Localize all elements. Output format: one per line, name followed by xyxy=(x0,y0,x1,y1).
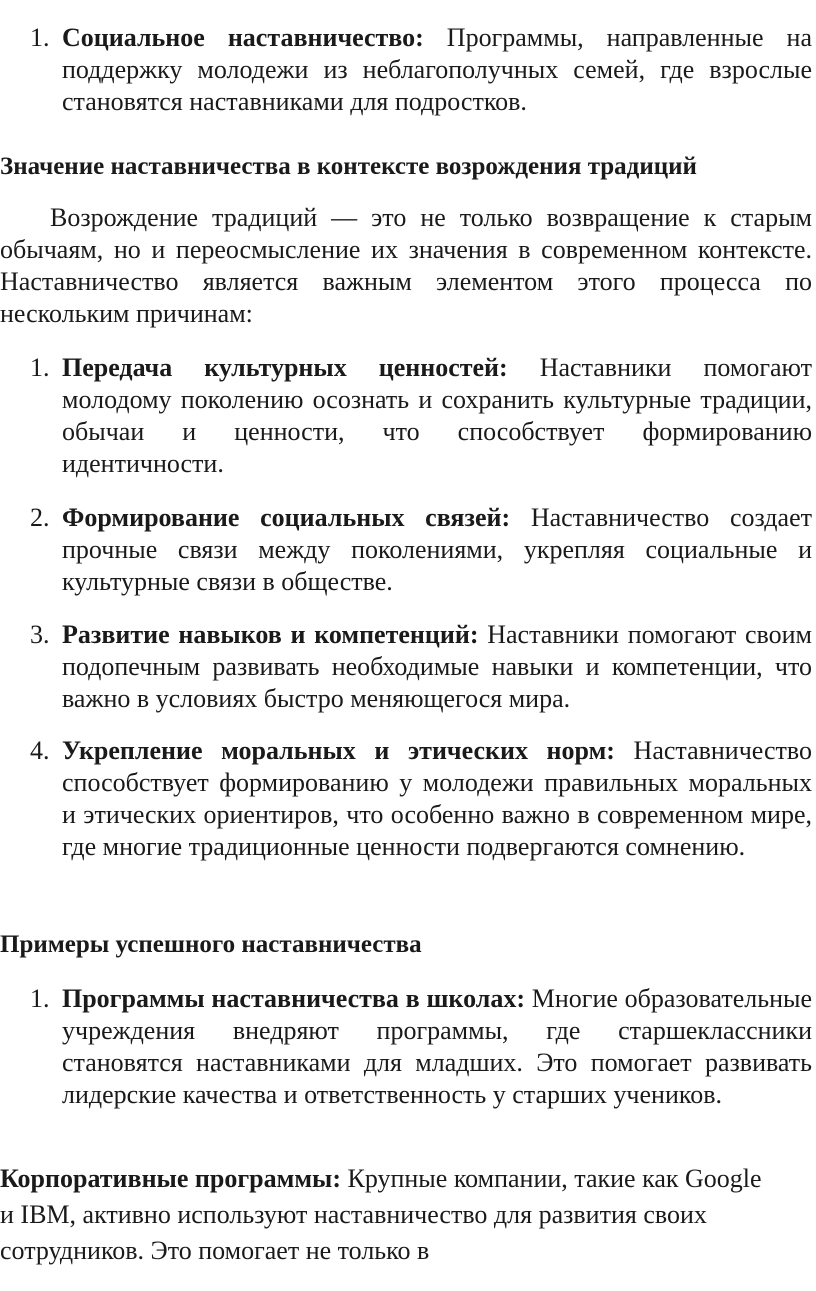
list-text: Программы, направленные на поддержку молодежи из неблагополучных семей, где взрослые становятся наставниками для подростков. xyxy=(62,23,812,116)
list-term: Развитие навыков и компетенций: xyxy=(62,620,479,649)
intro-list xyxy=(0,22,816,118)
list-text: Наставники помогают молодому поколению осознать и сохранить культурные традиции, обычаи и ценности, что способствует формированию идентичности. xyxy=(62,353,812,478)
list-term: Формирование социальных связей: xyxy=(62,503,511,532)
list-number: 4. xyxy=(30,736,50,765)
section-paragraph: Возрождение традиций — это не только возвращение к старым обычаям, но и переосмысление их значения в современном контексте. Наставничество является важным элементом этого процесса по нескольким причинам: xyxy=(0,203,812,328)
list-item xyxy=(0,352,816,480)
list-text: Многие образовательные учреждения внедряют программы, где старшеклассники становятся наставниками для младших. Это помогает развивать лидерские качества и ответственность у старших учеников. xyxy=(62,984,813,1109)
list-text: Наставничество создает прочные связи между поколениями, укрепляя социальные и культурные связи в обществе. xyxy=(62,503,812,596)
list-item xyxy=(0,22,816,118)
list-item xyxy=(0,619,816,715)
list-item xyxy=(0,983,816,1111)
list-number: 2. xyxy=(30,503,50,532)
list-number: 3. xyxy=(30,620,50,649)
corporate-term: Корпоративные программы: xyxy=(0,1164,341,1193)
section-heading: Примеры успешного наставничества xyxy=(0,931,422,958)
list-term: Укрепление моральных и этических норм: xyxy=(62,736,615,765)
list-text: Наставничество способствует формированию у молодежи правильных моральных и этических ориентиров, что особенно важно в современном мире, где многие традиционные ценности подвергаются сомнению. xyxy=(62,736,812,861)
corporate-paragraph xyxy=(0,1161,780,1269)
list-number: 1. xyxy=(30,984,50,1013)
list-term: Передача культурных ценностей: xyxy=(62,353,508,382)
list-number: 1. xyxy=(30,353,50,382)
corporate-text: Крупные компании, такие как Google и IBM, активно используют наставничество для развития своих сотрудников. Это помогает не только в xyxy=(0,1164,762,1265)
list-term: Социальное наставничество: xyxy=(62,23,424,52)
list-number: 1. xyxy=(30,23,50,52)
section-heading: Значение наставничества в контексте возрождения традиций xyxy=(0,153,697,180)
list-item xyxy=(0,735,816,863)
list-text: Наставники помогают своим подопечным развивать необходимые навыки и компетенции, что важно в условиях быстро меняющегося мира. xyxy=(62,620,812,713)
list-item xyxy=(0,502,816,598)
list-term: Программы наставничества в школах: xyxy=(62,984,525,1013)
